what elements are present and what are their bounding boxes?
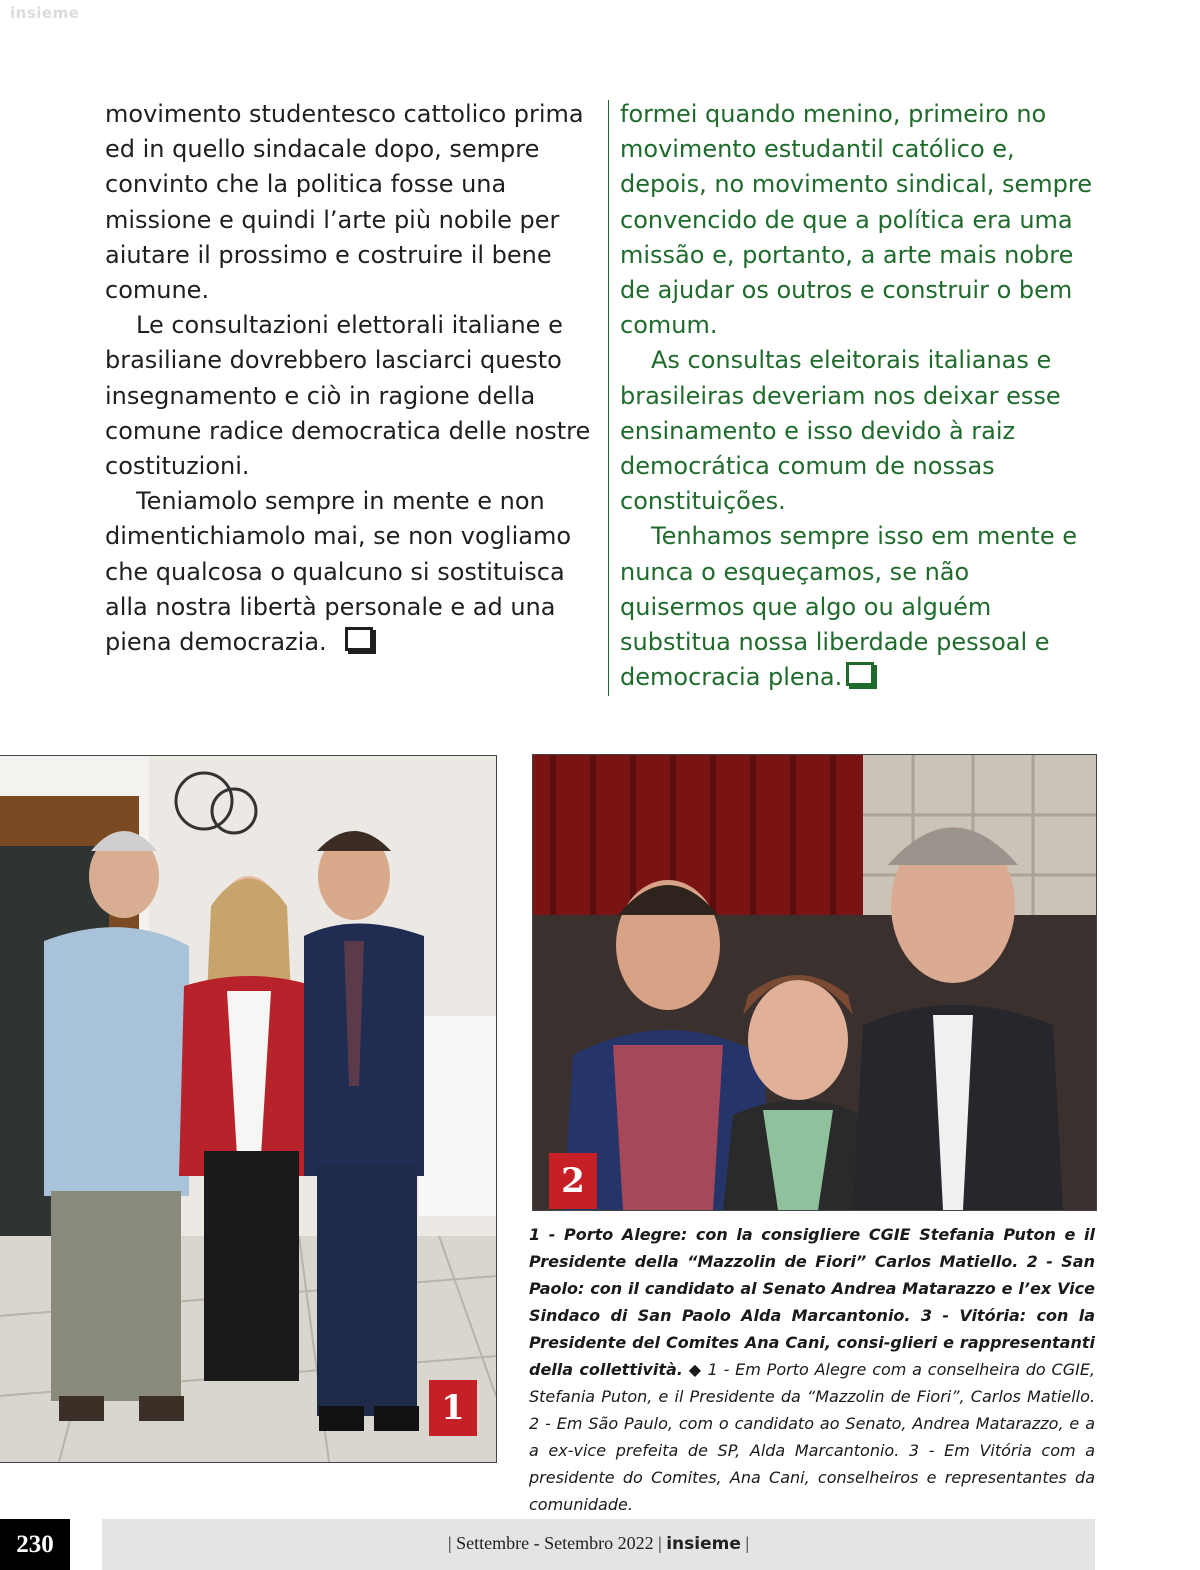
italian-paragraph: Le consultazioni elettorali italiane e brasiliane dovrebbero lasciarci questo insegnamento e ciò in ragione della comune radice democratica delle nostre costituzioni. bbox=[105, 311, 591, 481]
photo-san-paolo bbox=[532, 754, 1097, 1211]
caption-portuguese: 1 - Em Porto Alegre com a conselheira do CGIE, Stefania Puton, e il Presidente da “Mazzolin de Fiori”, Carlos Matiello. 2 - Em São Paulo, com o candidato ao Senato, Andrea Matarazzo, e a a ex-vice prefeita de SP, Alda Marcantonio. 3 - Em Vitória com a presidente do Comites, Ana Cani, conselheiros e representantes da comunidade. bbox=[529, 1360, 1096, 1514]
photo-badge: 1 bbox=[429, 1380, 477, 1436]
caption-italian: 1 - Porto Alegre: con la consigliere CGIE Stefania Puton e il Presidente della “Mazzolin de Fiori” Carlos Matiello. 2 - San Paolo: con il candidato al Senato Andrea Matarazzo e l’ex Vice Sindaco di San Paolo Alda Marcantonio. 3 - Vitória: con la Presidente del Comites Ana Cani, consi-glieri e rappresentanti della collettività. bbox=[529, 1225, 1095, 1379]
footer-bar bbox=[102, 1519, 1095, 1570]
photo-porto-alegre bbox=[0, 755, 497, 1463]
photo-1-illustration bbox=[0, 756, 496, 1462]
end-of-article-icon bbox=[345, 627, 373, 651]
portuguese-text-column bbox=[620, 97, 1100, 695]
italian-text-column bbox=[105, 97, 595, 660]
portuguese-paragraph: Tenhamos sempre isso em mente e nunca o esqueçamos, se não quisermos que algo ou alguém substitua nossa liberdade pessoal e democracia plena. bbox=[620, 522, 1077, 692]
footer-brand: insieme bbox=[666, 1534, 741, 1554]
footer-issue: | Settembre - Setembro 2022 | bbox=[448, 1533, 662, 1553]
italian-paragraph: Teniamolo sempre in mente e non dimentichiamolo mai, se non vogliamo che qualcosa o qualcuno si sostituisca alla nostra libertà personale e ad una piena democrazia. bbox=[105, 487, 572, 657]
photo-badge: 2 bbox=[549, 1153, 597, 1209]
portuguese-paragraph: As consultas eleitorais italianas e brasileiras deveriam nos deixar esse ensinamento e isso devido à raiz democrática comum de nossas constituições. bbox=[620, 346, 1061, 516]
photo-2-illustration bbox=[533, 755, 1096, 1210]
footer-text bbox=[102, 1533, 1095, 1554]
end-of-article-icon bbox=[846, 662, 874, 686]
column-divider bbox=[608, 100, 609, 696]
portuguese-paragraph: formei quando menino, primeiro no movimento estudantil católico e, depois, no movimento sindical, sempre convencido de que a política era uma missão e, portanto, a arte mais nobre de ajudar os outros e construir o bem comum. bbox=[620, 100, 1092, 340]
page-number: 230 bbox=[0, 1519, 70, 1570]
caption-separator-icon: ◆ bbox=[688, 1360, 702, 1379]
header-watermark: insieme bbox=[10, 4, 80, 22]
italian-paragraph: movimento studentesco cattolico prima ed in quello sindacale dopo, sempre convinto che la politica fosse una missione e quindi l’arte più nobile per aiutare il prossimo e costruire il bene comune. bbox=[105, 100, 584, 305]
photo-caption bbox=[529, 1221, 1095, 1518]
footer-end: | bbox=[745, 1533, 749, 1553]
